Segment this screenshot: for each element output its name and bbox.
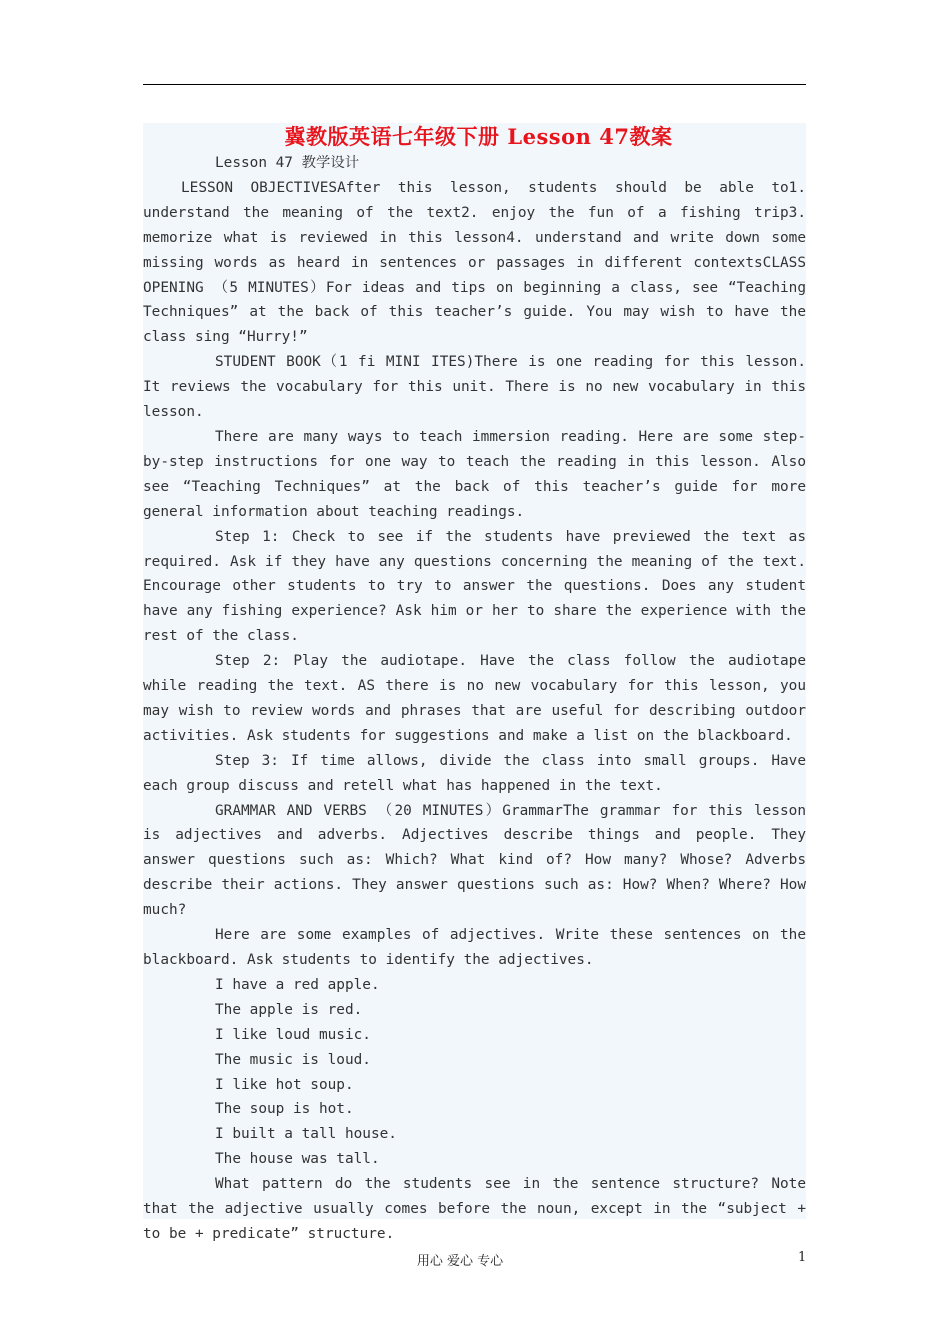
- student-book-paragraph: STUDENT BOOK（1 fi MINI ITES)There is one reading for this lesson. It reviews the vocabulary for this unit. There is no new vocabulary in this lesson.: [143, 354, 806, 421]
- pattern-question-paragraph: What pattern do the students see in the sentence structure? Note that the adjective usually comes before the noun, except in the “subject + to be + predicate” structure.: [143, 1176, 806, 1242]
- example-sentence: I like hot soup.: [215, 1076, 354, 1093]
- step-1-paragraph: Step 1: Check to see if the students have previewed the text as required. Ask if they have any questions concerning the meaning of the text. Encourage other students to try to answer the questions. Does any student have any fishing experience? Ask him or her to share the experience with the rest of the class.: [143, 528, 806, 645]
- header-rule: [143, 84, 806, 85]
- examples-intro-paragraph: Here are some examples of adjectives. Write these sentences on the blackboard. Ask students to identify the adjectives.: [143, 927, 806, 968]
- immersion-reading-paragraph: There are many ways to teach immersion reading. Here are some step-by-step instructions for one way to teach the reading in this lesson. Also see “Teaching Techniques” at the back of this teacher’s guide for more general information about teaching readings.: [143, 428, 806, 520]
- example-sentence: I like loud music.: [215, 1026, 371, 1043]
- example-sentence: The soup is hot.: [215, 1101, 354, 1118]
- step-3-paragraph: Step 3: If time allows, divide the class into small groups. Have each group discuss and retell what has happened in the text.: [143, 752, 806, 794]
- subtitle-paragraph: Lesson 47 教学设计: [215, 155, 360, 171]
- document-body: [143, 123, 806, 1242]
- grammar-paragraph: GRAMMAR AND VERBS （20 MINUTES）GrammarThe grammar for this lesson is adjectives and adverbs. Adjectives describe things and people. They answer questions such as: Which? What kind of? How many? Whose? Adverbs describe their actions. They answer questions such as: How? When? Where? How much?: [143, 802, 806, 919]
- example-sentence: The apple is red.: [215, 1001, 363, 1018]
- example-sentence: I built a tall house.: [215, 1126, 397, 1143]
- step-2-paragraph: Step 2: Play the audiotape. Have the class follow the audiotape while reading the text. AS there is no new vocabulary for this lesson, you may wish to review words and phrases that are useful for describing outdoor activities. Ask students for suggestions and make a list on the blackboard.: [143, 653, 806, 744]
- example-sentence: The music is loud.: [215, 1051, 371, 1068]
- example-sentence: I have a red apple.: [215, 976, 380, 993]
- page-number: 1: [798, 1250, 807, 1265]
- document-title: 冀教版英语七年级下册 Lesson 47教案: [284, 124, 673, 149]
- example-sentence: The house was tall.: [215, 1151, 380, 1168]
- objectives-paragraph: LESSON OBJECTIVESAfter this lesson, students should be able to1. understand the meaning of the text2. enjoy the fun of a fishing trip3. memorize what is reviewed in this lesson4. understand and write down some missing words as heard in sentences or passages in different contextsCLASS OPENING （5 MINUTES）For ideas and tips on beginning a class, see “Teaching Techniques” at the back of this teacher’s guide. You may wish to have the class sing “Hurry!”: [143, 179, 806, 346]
- footer-motto: 用心 爱心 专心: [416, 1254, 504, 1269]
- document-text: [143, 151, 806, 1247]
